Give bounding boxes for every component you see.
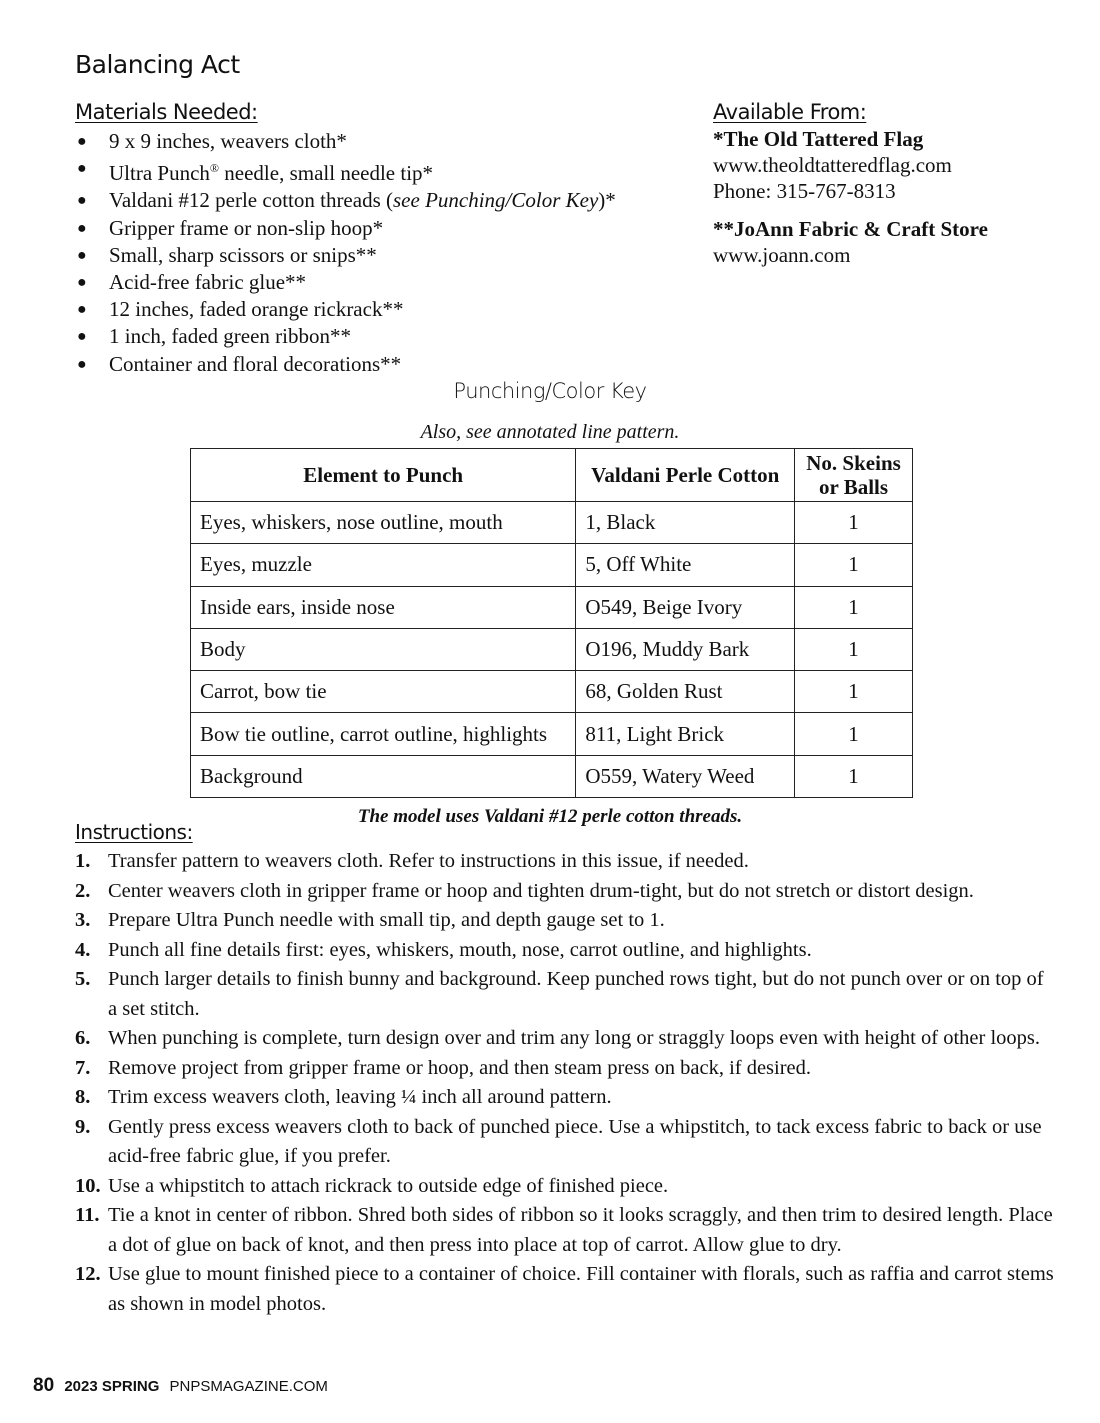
color-key-note: Also, see annotated line pattern. [420, 421, 680, 443]
bullet-icon: ● [77, 219, 87, 237]
vendor-old-tattered-flag [713, 126, 1073, 204]
cell-thread: 1, Black [576, 502, 795, 544]
list-item: ● Acid-free fabric glue** [75, 269, 695, 296]
list-item: ● 12 inches, faded orange rickrack** [75, 296, 695, 323]
issue-label: 2023 SPRING [64, 1378, 160, 1395]
cell-element: Body [191, 628, 576, 670]
cell-skeins: 1 [795, 628, 913, 670]
cell-thread: 68, Golden Rust [576, 671, 795, 713]
cell-skeins: 1 [795, 502, 913, 544]
table-row [191, 544, 913, 586]
bullet-icon: ● [77, 246, 87, 264]
instruction-step [75, 965, 1055, 1024]
cell-skeins: 1 [795, 586, 913, 628]
cell-skeins: 1 [795, 755, 913, 797]
step-text: Punch all fine details first: eyes, whiskers, mouth, nose, carrot outline, and highlights. [108, 938, 812, 961]
list-item: ● Gripper frame or non-slip hoop* [75, 215, 695, 242]
step-text: When punching is complete, turn design over and trim any long or straggly loops even with height of other loops. [108, 1027, 1040, 1049]
instruction-step [75, 906, 1055, 936]
list-item: ● Ultra Punch® needle, small needle tip* [75, 155, 695, 187]
list-item: ● Valdani #12 perle cotton threads (see Punching/Color Key)* [75, 187, 695, 214]
step-number: 4. [75, 938, 91, 961]
page-title: Balancing Act [75, 50, 240, 79]
cell-element: Carrot, bow tie [191, 671, 576, 713]
color-key-footnote: The model uses Valdani #12 perle cotton threads. [357, 806, 743, 827]
step-text: Prepare Ultra Punch needle with small tip, and depth gauge set to 1. [108, 909, 665, 931]
column-header-thread: Valdani Perle Cotton [576, 449, 795, 502]
step-text: Transfer pattern to weavers cloth. Refer to instructions in this issue, if needed. [108, 850, 749, 872]
table-row [191, 671, 913, 713]
bullet-icon: ● [77, 133, 87, 150]
table-row [191, 586, 913, 628]
cell-thread: O196, Muddy Bark [576, 628, 795, 670]
step-text: Remove project from gripper frame or hoop, and then steam press on back, if desired. [108, 1056, 812, 1079]
step-number: 7. [75, 1056, 91, 1079]
instruction-step [75, 1113, 1055, 1172]
instruction-step [75, 1054, 1055, 1084]
list-item: ● 1 inch, faded green ribbon** [75, 323, 695, 350]
instruction-step [75, 1024, 1055, 1054]
vendor-name: **JoAnn Fabric & Craft Store [713, 217, 988, 241]
cell-element: Inside ears, inside nose [191, 586, 576, 628]
step-text: Center weavers cloth in gripper frame or hoop and tighten drum-tight, but do not stretch or distort design. [108, 879, 974, 902]
table-row [191, 502, 913, 544]
cell-element: Eyes, muzzle [191, 544, 576, 586]
step-number: 1. [75, 850, 91, 872]
instruction-step [75, 847, 1055, 877]
instruction-step [75, 1260, 1055, 1319]
cell-thread: O559, Watery Weed [576, 755, 795, 797]
bullet-icon: ● [77, 274, 87, 292]
cell-skeins: 1 [795, 671, 913, 713]
instruction-step [75, 936, 1055, 966]
step-number: 9. [75, 1115, 91, 1138]
available-heading: Available From: [713, 100, 867, 124]
cell-element: Background [191, 755, 576, 797]
registered-mark: ® [209, 161, 220, 176]
step-number: 2. [75, 879, 91, 902]
step-number: 11. [75, 1204, 100, 1226]
step-text: Use a whipstitch to attach rickrack to outside edge of finished piece. [108, 1174, 669, 1197]
vendor-joann [713, 216, 1073, 268]
step-text: Punch larger details to finish bunny and background. Keep punched rows tight, but do not punch over or on top of a set stitch. [108, 968, 1044, 1020]
materials-section [75, 100, 695, 378]
bullet-icon: ● [77, 328, 87, 346]
table-row [191, 628, 913, 670]
vendor-phone: Phone: 315-767-8313 [713, 179, 896, 203]
list-item: ● 9 x 9 inches, weavers cloth* [75, 128, 695, 155]
step-number: 12. [75, 1263, 101, 1285]
page-footer [33, 1375, 328, 1397]
instructions-list [75, 847, 1055, 1319]
vendor-website-link[interactable]: www.joann.com [713, 243, 851, 267]
table-header-row [191, 449, 913, 502]
instructions-section [75, 820, 1055, 1319]
instruction-step [75, 1201, 1055, 1260]
step-number: 3. [75, 909, 91, 931]
table-row [191, 755, 913, 797]
step-number: 5. [75, 968, 91, 990]
materials-heading: Materials Needed: [75, 100, 258, 124]
list-item: ● Small, sharp scissors or snips** [75, 242, 695, 269]
cell-element: Eyes, whiskers, nose outline, mouth [191, 502, 576, 544]
cell-skeins: 1 [795, 544, 913, 586]
bullet-icon: ● [77, 160, 87, 178]
instruction-step [75, 877, 1055, 907]
step-text: Trim excess weavers cloth, leaving ¼ inch all around pattern. [108, 1086, 612, 1108]
instruction-step [75, 1083, 1055, 1113]
available-from-section [713, 100, 1073, 280]
materials-list [75, 128, 695, 378]
step-number: 10. [75, 1174, 101, 1197]
page-number: 80 [33, 1375, 55, 1396]
bullet-icon: ● [77, 355, 87, 373]
step-number: 6. [75, 1027, 91, 1049]
cell-skeins: 1 [795, 713, 913, 755]
cell-element: Bow tie outline, carrot outline, highlights [191, 713, 576, 755]
list-item: ● Container and floral decorations** [75, 351, 695, 378]
instructions-heading: Instructions: [75, 820, 193, 844]
cell-thread: 5, Off White [576, 544, 795, 586]
step-text: Gently press excess weavers cloth to back of punched piece. Use a whipstitch, to tack excess fabric to back or use acid-free fabric glue, if you prefer. [108, 1115, 1042, 1167]
vendor-website-link[interactable]: www.theoldtatteredflag.com [713, 153, 952, 177]
cell-thread: 811, Light Brick [576, 713, 795, 755]
color-key-title: Punching/Color Key [453, 379, 647, 403]
vendor-name: *The Old Tattered Flag [713, 127, 924, 151]
step-text: Use glue to mount finished piece to a container of choice. Fill container with florals, such as raffia and carrot stems as shown in model photos. [108, 1263, 1054, 1315]
column-header-skeins: No. Skeins or Balls [795, 449, 913, 502]
bullet-icon: ● [77, 301, 87, 319]
bullet-icon: ● [77, 192, 87, 210]
magazine-site: PNPSMAGAZINE.COM [169, 1378, 328, 1395]
color-key-table [190, 448, 913, 798]
instruction-step [75, 1172, 1055, 1202]
column-header-element: Element to Punch [191, 449, 576, 502]
table-row [191, 713, 913, 755]
cell-thread: O549, Beige Ivory [576, 586, 795, 628]
step-text: Tie a knot in center of ribbon. Shred both sides of ribbon so it looks scraggly, and then trim to desired length. Place a dot of glue on back of knot, and then press into place at top of carrot. Allow glue to dry. [108, 1204, 1053, 1256]
step-number: 8. [75, 1086, 91, 1108]
